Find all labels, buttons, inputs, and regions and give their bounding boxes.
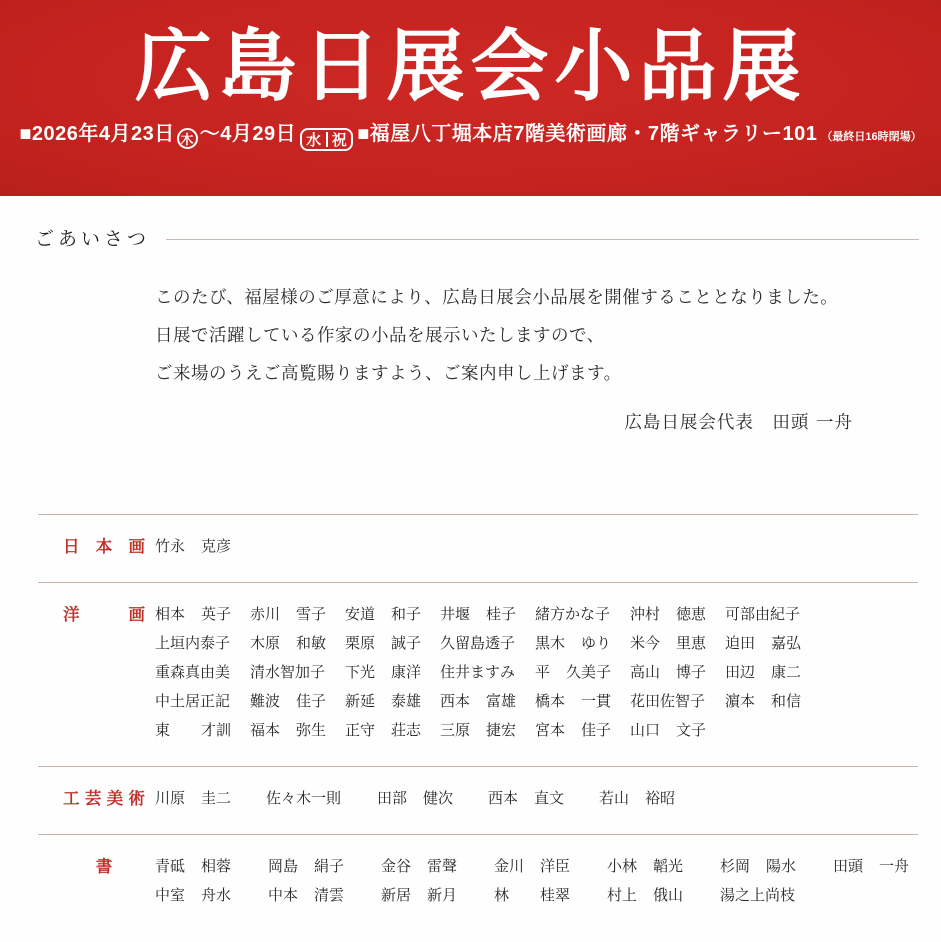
artist-name — [155, 852, 231, 881]
artist-rows — [155, 600, 801, 745]
greeting-line: 日展で活躍している作家の小品を展示いたしますので、 — [155, 326, 605, 346]
category-label-yoga — [63, 600, 145, 745]
artist-name — [440, 629, 516, 658]
name-part: 山口 — [630, 721, 661, 739]
artist-name — [440, 600, 516, 629]
name-part: 正守 — [345, 721, 376, 739]
name-part: 康二 — [770, 663, 801, 681]
artist-name — [725, 687, 801, 716]
category-label-nihonga — [63, 532, 145, 561]
artist-row — [155, 881, 909, 910]
name-part: 一舟 — [878, 857, 909, 875]
category-char: 術 — [128, 789, 145, 808]
name-part: 佳子 — [580, 721, 611, 739]
name-part: 博子 — [675, 663, 706, 681]
name-part: 沖村 — [630, 605, 661, 623]
name-part: 一貫 — [580, 692, 611, 710]
artist-name — [725, 629, 801, 658]
name-part: 杉岡 — [720, 857, 751, 875]
category-label-sho — [63, 852, 145, 910]
name-part: 桂子 — [485, 605, 516, 623]
artist-name — [250, 687, 326, 716]
name-full: 可部由紀子 — [725, 605, 801, 623]
artist-row — [155, 600, 801, 629]
artist-name — [607, 852, 683, 881]
exhibition-title: 広島日展会小品展 — [134, 21, 807, 112]
name-part: 久美子 — [565, 663, 611, 681]
name-part: 陽水 — [765, 857, 796, 875]
artist-name — [250, 600, 326, 629]
venue-text: ■福屋八丁堀本店7階美術画廊・7階ギャラリー101 — [357, 122, 818, 145]
name-part: 桂翠 — [539, 886, 570, 904]
artist-name — [494, 852, 570, 881]
name-full: 中土居正記 — [155, 692, 231, 710]
greeting-line: このたび、福屋様のご厚意により、広島日展会小品展を開催することとなりました。 — [155, 288, 839, 308]
artist-name — [440, 687, 516, 716]
artist-row — [155, 629, 801, 658]
artist-name — [345, 629, 421, 658]
name-full: 住井ますみ — [440, 663, 516, 681]
name-part: 福本 — [250, 721, 281, 739]
name-part: 難波 — [250, 692, 281, 710]
greeting-body — [155, 279, 919, 393]
artist-name — [833, 852, 909, 881]
name-part: 里恵 — [675, 634, 706, 652]
name-part: 俄山 — [652, 886, 683, 904]
artist-name — [268, 852, 344, 881]
artist-name — [607, 881, 683, 910]
name-part: 才訓 — [200, 721, 231, 739]
name-full: 緒方かな子 — [535, 605, 611, 623]
name-full: 重森真由美 — [155, 663, 231, 681]
name-full: 湯之上尚枝 — [720, 886, 796, 904]
greeting-header-row — [35, 224, 919, 251]
name-part: 捷宏 — [485, 721, 516, 739]
signature: 広島日展会代表 田頭 一舟 — [624, 413, 853, 433]
artist-name — [599, 784, 675, 813]
artist-row — [155, 852, 909, 881]
name-part: 康洋 — [390, 663, 421, 681]
name-part: 宮本 — [535, 721, 566, 739]
name-part: 田部 — [377, 789, 408, 807]
artist-name — [250, 658, 326, 687]
category-char: 画 — [128, 537, 145, 556]
name-part: 中本 — [268, 886, 299, 904]
name-part: 小林 — [607, 857, 638, 875]
name-part: 弥生 — [295, 721, 326, 739]
closing-time-note: （最終日16時閉場） — [821, 130, 922, 143]
name-part: 嘉弘 — [770, 634, 801, 652]
artist-row — [155, 716, 801, 745]
name-part: 橋本 — [535, 692, 566, 710]
category-char: 日 — [63, 537, 80, 556]
name-part: ゆり — [580, 634, 611, 652]
name-part: 平 — [535, 663, 551, 681]
category-char: 本 — [95, 537, 113, 556]
name-part: 韜光 — [652, 857, 683, 875]
artist-name — [535, 687, 611, 716]
artist-name — [630, 600, 706, 629]
date-venue-line — [0, 117, 941, 151]
name-part: 岡島 — [268, 857, 299, 875]
category-char: 画 — [128, 605, 145, 624]
artist-name — [345, 600, 421, 629]
artist-name — [720, 881, 796, 910]
artist-name — [630, 629, 706, 658]
artist-name — [155, 532, 231, 561]
section-nihonga — [38, 514, 918, 582]
name-part: 英子 — [200, 605, 231, 623]
artist-name — [155, 658, 231, 687]
artist-name — [377, 784, 453, 813]
category-char: 工 — [63, 789, 80, 808]
name-part: 泰雄 — [390, 692, 421, 710]
artist-row — [155, 532, 231, 561]
artist-name — [535, 629, 611, 658]
name-part: 裕昭 — [644, 789, 675, 807]
name-part: 雪子 — [295, 605, 326, 623]
section-yoga — [38, 582, 918, 766]
name-part: 田辺 — [725, 663, 756, 681]
name-part: 和敏 — [295, 634, 326, 652]
name-part: 木原 — [250, 634, 281, 652]
mark-divider — [326, 132, 328, 147]
name-part: 文子 — [675, 721, 706, 739]
name-full: 清水智加子 — [250, 663, 326, 681]
name-part: 下光 — [345, 663, 376, 681]
name-part: 新月 — [426, 886, 457, 904]
artist-name — [440, 716, 516, 745]
greeting-heading: ごあいさつ — [35, 228, 151, 250]
artist-rows — [155, 532, 231, 561]
name-part: 若山 — [599, 789, 630, 807]
name-part: 佳子 — [295, 692, 326, 710]
artist-name — [535, 716, 611, 745]
artist-row — [155, 658, 801, 687]
artist-name — [155, 784, 231, 813]
artist-name — [535, 658, 611, 687]
artist-name — [720, 852, 796, 881]
name-full: 佐々木一則 — [266, 789, 342, 807]
name-full: 上垣内泰子 — [155, 634, 231, 652]
artist-name — [250, 716, 326, 745]
artist-name — [630, 716, 706, 745]
artist-name — [440, 658, 516, 687]
artist-name — [381, 881, 457, 910]
name-part: 高山 — [630, 663, 661, 681]
artist-name — [268, 881, 344, 910]
name-part: 相蓉 — [200, 857, 231, 875]
artist-name — [250, 629, 326, 658]
wednesday-char: 水 — [306, 131, 322, 149]
thursday-circle-mark — [177, 128, 198, 149]
thursday-char: 木 — [180, 131, 195, 147]
artist-name — [345, 658, 421, 687]
artist-name — [494, 881, 570, 910]
date-start: ■2026年4月23日 — [19, 122, 175, 145]
artist-name — [535, 600, 611, 629]
artist-name — [155, 881, 231, 910]
name-part: 和信 — [770, 692, 801, 710]
name-part: 濵本 — [725, 692, 756, 710]
name-part: 三原 — [440, 721, 471, 739]
name-part: 新居 — [381, 886, 412, 904]
name-part: 赤川 — [250, 605, 281, 623]
category-char: 美 — [106, 789, 124, 808]
artist-name — [266, 784, 342, 813]
category-char: 洋 — [63, 605, 80, 624]
name-part: 竹永 — [155, 537, 186, 555]
wednesday-holiday-mark — [300, 128, 353, 151]
name-part: 米今 — [630, 634, 661, 652]
name-part: 直文 — [533, 789, 564, 807]
category-char: 芸 — [84, 789, 102, 808]
name-part: 金川 — [494, 857, 525, 875]
greeting-rule — [166, 239, 919, 240]
artist-name — [345, 687, 421, 716]
name-full: 久留島透子 — [440, 634, 516, 652]
date-end: ～4月29日 — [199, 122, 297, 145]
name-part: 川原 — [155, 789, 186, 807]
name-part: 新延 — [345, 692, 376, 710]
artist-row — [155, 687, 801, 716]
name-part: 徳恵 — [675, 605, 706, 623]
artist-name — [345, 716, 421, 745]
name-part: 西本 — [488, 789, 519, 807]
name-part: 金谷 — [381, 857, 412, 875]
greeting-line: ご来場のうえご高覧賜りますよう、ご案内申し上げます。 — [155, 364, 622, 384]
name-part: 荘志 — [390, 721, 421, 739]
name-part: 誠子 — [390, 634, 421, 652]
name-part: 青砥 — [155, 857, 186, 875]
artist-name — [155, 629, 231, 658]
name-part: 村上 — [607, 886, 638, 904]
section-kogei — [38, 766, 918, 834]
name-part: 絹子 — [313, 857, 344, 875]
name-part: 圭二 — [200, 789, 231, 807]
artist-list — [38, 514, 918, 931]
category-char: 書 — [95, 857, 113, 876]
name-part: 富雄 — [485, 692, 516, 710]
name-part: 井堰 — [440, 605, 471, 623]
name-part: 中室 — [155, 886, 186, 904]
holiday-char: 祝 — [331, 131, 348, 149]
artist-name — [155, 716, 231, 745]
greeting-section — [0, 196, 941, 434]
name-part: 健次 — [422, 789, 453, 807]
name-part: 和子 — [390, 605, 421, 623]
name-part: 林 — [494, 886, 510, 904]
artist-name — [630, 687, 706, 716]
artist-rows — [155, 852, 909, 910]
name-part: 田頭 — [833, 857, 864, 875]
artist-name — [155, 687, 231, 716]
artist-name — [488, 784, 564, 813]
name-part: 東 — [155, 721, 171, 739]
artist-name — [725, 600, 801, 629]
artist-name — [630, 658, 706, 687]
name-full: 花田佐智子 — [630, 692, 706, 710]
name-part: 黒木 — [535, 634, 566, 652]
artist-rows — [155, 784, 675, 813]
name-part: 克彦 — [200, 537, 231, 555]
artist-name — [725, 658, 801, 687]
name-part: 西本 — [440, 692, 471, 710]
name-part: 安道 — [345, 605, 376, 623]
name-part: 洋臣 — [539, 857, 570, 875]
category-label-kogei — [63, 784, 145, 813]
name-part: 迫田 — [725, 634, 756, 652]
name-part: 相本 — [155, 605, 186, 623]
name-part: 栗原 — [345, 634, 376, 652]
artist-row — [155, 784, 675, 813]
name-part: 舟水 — [200, 886, 231, 904]
artist-name — [155, 600, 231, 629]
name-part: 清雲 — [313, 886, 344, 904]
name-part: 雷聲 — [426, 857, 457, 875]
section-sho — [38, 834, 918, 931]
banner — [0, 0, 941, 196]
artist-name — [381, 852, 457, 881]
